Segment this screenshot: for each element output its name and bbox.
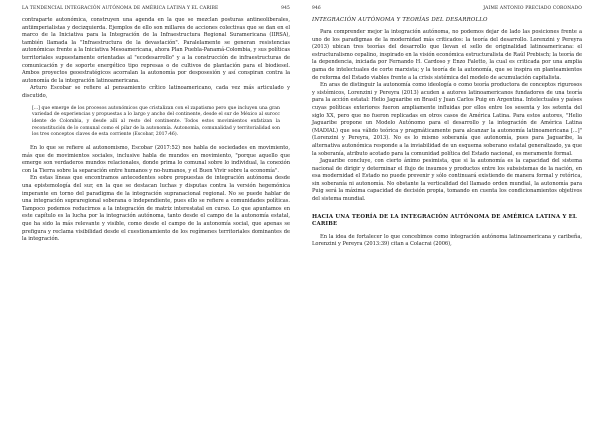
subsection-heading: HACIA UNA TEORÍA DE LA INTEGRACIÓN AUTÓNOMA DE AMÉRICA LATINA Y EL CARIBE (312, 213, 577, 227)
right-page (300, 0, 600, 431)
left-running-head (22, 6, 290, 11)
right-page-number: 946 (312, 6, 321, 11)
left-paragraph-2: Arturo Escobar se refiere al pensamiento crítico latinoamericano, cada vez más articulado y discutido, (22, 85, 290, 99)
right-paragraph-3: Jaguaribe concluye, con cierto ánimo pesimista, que si la autonomía es la capacidad del sistema nacional de dirigir y determinar el flujo de insumos y productos entre los subsistemas de la nación, en esa modernidad el Estado no puede prevenir y sólo continuará existiendo de manera formal y retórica, sin soberanía ni autonomía. No obstante la verticalidad del llamado orden mundial, la autonomía para Puig será la máxima capacidad de decisión propia, tomando en cuenta los condicionamientos objetivos del sistema mundial. (312, 158, 582, 203)
right-paragraph-4: En la idea de fortalecer lo que concebimos como integración autónoma latinoamericana y caribeña, Lorenzini y Pereyra (2013:39) citan a Colacrai (2006), (312, 233, 582, 248)
left-paragraph-4: En estas líneas que encontramos antecedentes sobre propuestas de integración autónoma desde una epistemología del sur, en la que se destacan luchas y disputas contra la versión hegemónica imperante en torno del paradigma de la integración supranacional regional. No se puede hablar de una integración supraregional soberana o independiente, pues ello se refiere a comunidades políticas. Tampoco podemos reducirnos a la integración de matriz interestatal en curso. Lo que apuntamos en este capítulo es la lucha por la integración autónoma, tanto desde el campo de la autonomía estatal, que ha sido la más relevante y visible, como desde el campo de la autonomía social, que apenas se prefigura y reclama visibilidad desde el cuestionamiento de los regímenes territoriales dominantes de la integración. (22, 175, 290, 243)
block-quote: [...] que emerge de los procesos autonómicos que cristalizan con el zapatismo pero que incluyen una gran variedad de experiencias y propuestas a lo largo y ancho del continente, desde el sur de México al surocc idente de Colombia, y desde allí al resto del continente. Todos estos movimientos enfatizan la reconstitución de lo comunal como el pilar de la autonomía. Autonomía, comunalidad y territorialidad son los tres conceptos claves de esta corriente (Escobar, 2017:46). (32, 105, 280, 138)
section-title: INTEGRACIÓN AUTÓNOMA Y TEORÍAS DEL DESARROLLO (312, 17, 488, 23)
running-head-title: LA TENDENCIAL INTEGRACIÓN AUTÓNOMA DE AMÉRICA LATINA Y EL CARIBE (22, 6, 219, 11)
right-paragraph-1: Para comprender mejor la integración autónoma, no podemos dejar de lado las posiciones frente a uno de los paradigmas de la modernidad más criticados: la teoría del desarrollo. Lorenzini y Pereyra (2013) ubican tres teorías del desarrollo que llevan el sello de originalidad latinoamericana: el estructuralismo cepalino, inspirado en la visión económica estructuralista de Raúl Prebisch; la teoría de la dependencia, iniciada por Fernando H. Cardoso y Enzo Faletto, la cual es criticada por una amplia gama de intelectuales de corte marxista; y la teoría de la autonomía, que se inspira en planteamientos de reforma del Estado viables frente a la crisis sistémica del modelo de acumulación capitalista. (312, 29, 582, 81)
left-paragraph-3: En lo que se refiere al autonomismo, Escobar (2017:52) nos habla de sociedades en movimiento, más que de movimientos sociales, inclusive habla de mundos en movimiento, "porque aquello que emerge son verdaderos mundos relacionales, donde prima lo comunal sobre lo individual, la conexión con la Tierra sobre la separación entre humanos y no-humanos, y el Buen Vivir sobre la economía". (22, 145, 290, 174)
right-running-head (312, 6, 582, 11)
right-paragraph-2: En aras de distinguir la autonomía como ideología o como teoría productora de conceptos rigurosos y sistémicos, Lorenzini y Pereyra (2013) acuden a autores latinoamericanos fundadores de una teoría para la acción estatal: Helio Jaguaribe en Brasil y Juan Carlos Puig en Argentina. Intelectuales y países cuyas políticas exteriores fueron ampliamente influidas por ellos entre los sesenta y los setenta del siglo XX, pero que no fueron replicadas en otros casos de América Latina. Para estos autores, "Helio Jaguaribe propone un Modelo Autónomo para el desarrollo y la integración de América Latina (MADIAL) que sea válido teórica y pragmáticamente para alcanzar la autonomía latinoamericana [...]" (Lorenzini y Pereyra, 2013). No es lo mismo soberanía que autonomía, pues para Jaguaribe, la alternativa autonómica responde a la inviabilidad de un esquema soberano estatal generalizado, ya que la soberanía, atributo acotado para la comunidad política del Estado nacional, es meramente formal. (312, 82, 582, 157)
left-paragraph-1: contraparte autonómica, construyen una agenda en la que se mezclan posturas antineoliberales, antiimperialistas y decizquierda. Ejemplos de ello son millares de acciones colectivas que se dan en el marco de la Iniciativa para la Integración de la Infraestructura Regional Suramericana (IIRSA), también llamada la "Infraestructura de la devastación". Paralelamente se generan resistencias autonómicas frente a la Iniciativa Mesoamericana, ahora Plan Puebla-Panamá-Colombia, y sus políticas territoriales supuestamente orientadas al "ecodesarrollo" y a la construcción de infraestructuras de comunicación y de soporte energético tipo represas o de cultivos de plantación para el biodiesel. Ambos proyectos geoestratégicos acorralan la autonomía por desposesión y así conspiran contra la autonomía de la integración latinoamericana. (22, 17, 290, 84)
left-page-number: 945 (281, 6, 290, 11)
running-head-author: JAIME ANTONIO PRECIADO CORONADO (483, 6, 582, 11)
